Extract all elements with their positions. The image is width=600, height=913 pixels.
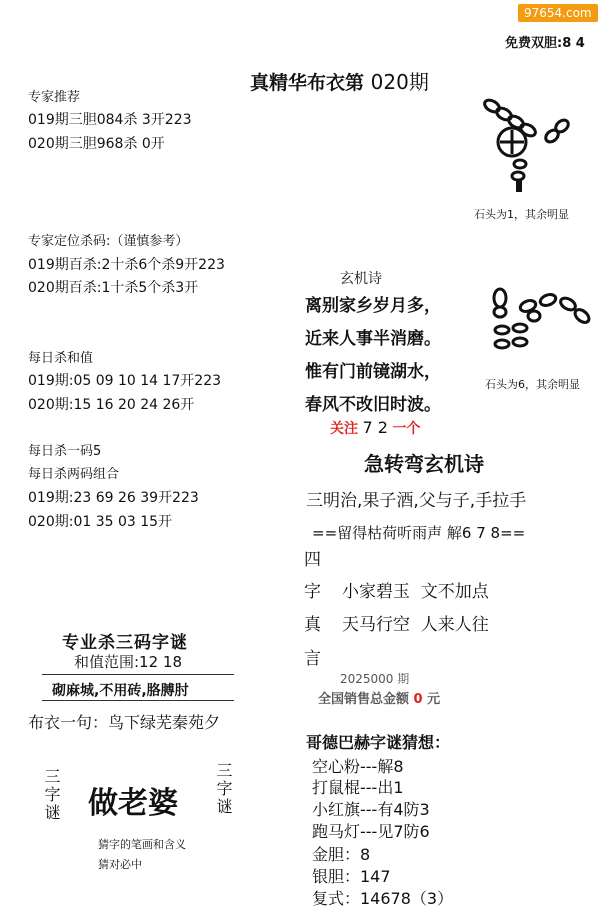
expert-line-019: 019期三胆084杀 3开223 [28,112,192,128]
focus-suffix: 一个 [392,421,421,437]
goedel-title: 哥德巴赫字谜猜想： [306,733,451,752]
riddle-right-label: 三字谜 [214,762,233,816]
riddle-note-2: 猜对必中 [98,858,142,871]
stone-note-1: 石头为1，其余明显 [474,208,569,221]
goedel-line-1: 空心粉---解8 [312,757,404,776]
goedel-line-5: 金胆：8 [312,845,371,864]
riddle-left-label: 三字谜 [42,768,61,822]
daily-sum-line-019: 019期:05 09 10 14 17开223 [28,373,222,389]
kill-pos-heading: 专家定位杀码:（谨慎参考） [28,234,189,249]
daily-sum-heading: 每日杀和值 [28,351,94,366]
xuanji-focus [330,418,420,438]
riddle-divider-bottom [42,700,234,701]
xuanji-heading: 玄机诗 [340,271,382,287]
daily-kill-line-019: 019期:23 69 26 39开223 [28,490,199,506]
daily-sum-line-020: 020期:15 16 20 24 26开 [28,397,195,413]
jizhuan-row-2: 天马行空 人来人往 [342,615,489,635]
daily-kill-one: 每日杀一码5 [28,444,102,459]
focus-prefix: 关注 [330,421,358,437]
riddle-note-1: 猜字的笔画和含义 [98,838,186,851]
sales-line [318,688,440,707]
watermark: 97654.com [518,4,598,22]
title-text: 真精华布衣第 [250,72,365,94]
goedel-line-6: 银胆：147 [312,867,391,886]
xuanji-line-4: 春风不改旧时波。 [305,395,441,415]
stone-note-6: 石头为6，其余明显 [485,378,580,391]
stone-chain-6-icon [488,286,598,366]
jizhuan-col-4: 言 [304,649,321,669]
free-double-dan: 免费双胆:8 4 [505,36,585,51]
riddle-title: 专业杀三码字谜 [62,633,188,653]
page-title [250,66,429,95]
riddle-sum-range: 和值范围:12 18 [74,653,182,671]
focus-number: 7 2 [362,418,388,437]
expert-heading: 专家推荐 [28,90,81,105]
sales-amount: 0 [413,692,423,707]
sales-unit: 元 [427,692,441,707]
kill-pos-line-020: 020期百杀:1十杀5个杀3开 [28,280,199,296]
kill-pos-line-019: 019期百杀:2十杀6个杀9开223 [28,257,225,273]
issue-number: 020期 [370,70,429,94]
jizhuan-line-2: ==留得枯荷听雨声 解6 7 8== [312,524,526,542]
jizhuan-row-1: 小家碧玉 文不加点 [342,582,489,602]
goedel-line-3: 小红旗---有4防3 [312,800,430,819]
daily-kill-two-heading: 每日杀两码组合 [28,467,120,482]
riddle-phrase: 砌麻城,不用砖,胳膊肘 [52,683,189,699]
riddle-divider-top [42,674,234,675]
riddle-main: 做老婆 [88,786,178,821]
jizhuan-title: 急转弯玄机诗 [364,452,484,476]
jizhuan-col-1: 四 [304,550,321,570]
goedel-line-7: 复式：14678（3） [312,889,454,908]
goedel-line-4: 跑马灯---见7防6 [312,822,430,841]
jizhuan-col-3: 真 [304,615,321,635]
xuanji-line-2: 近来人事半消磨。 [305,329,441,349]
sales-issue: 2025000 期 [340,672,410,686]
expert-line-020: 020期三胆968杀 0开 [28,136,165,152]
buyi-line: 布衣一句：鸟下绿芜秦苑夕 [28,713,221,732]
jizhuan-line-1: 三明治,果子酒,父与子,手拉手 [306,491,527,511]
daily-kill-line-020: 020期:01 35 03 15开 [28,514,173,530]
xuanji-line-3: 惟有门前镜湖水， [305,362,441,382]
stone-chain-1-icon [480,96,590,196]
sales-prefix: 全国销售总金额 [318,692,410,707]
xuanji-line-1: 离别家乡岁月多， [305,296,441,316]
goedel-line-2: 打鼠棍---出1 [312,778,404,797]
jizhuan-col-2: 字 [304,582,321,602]
